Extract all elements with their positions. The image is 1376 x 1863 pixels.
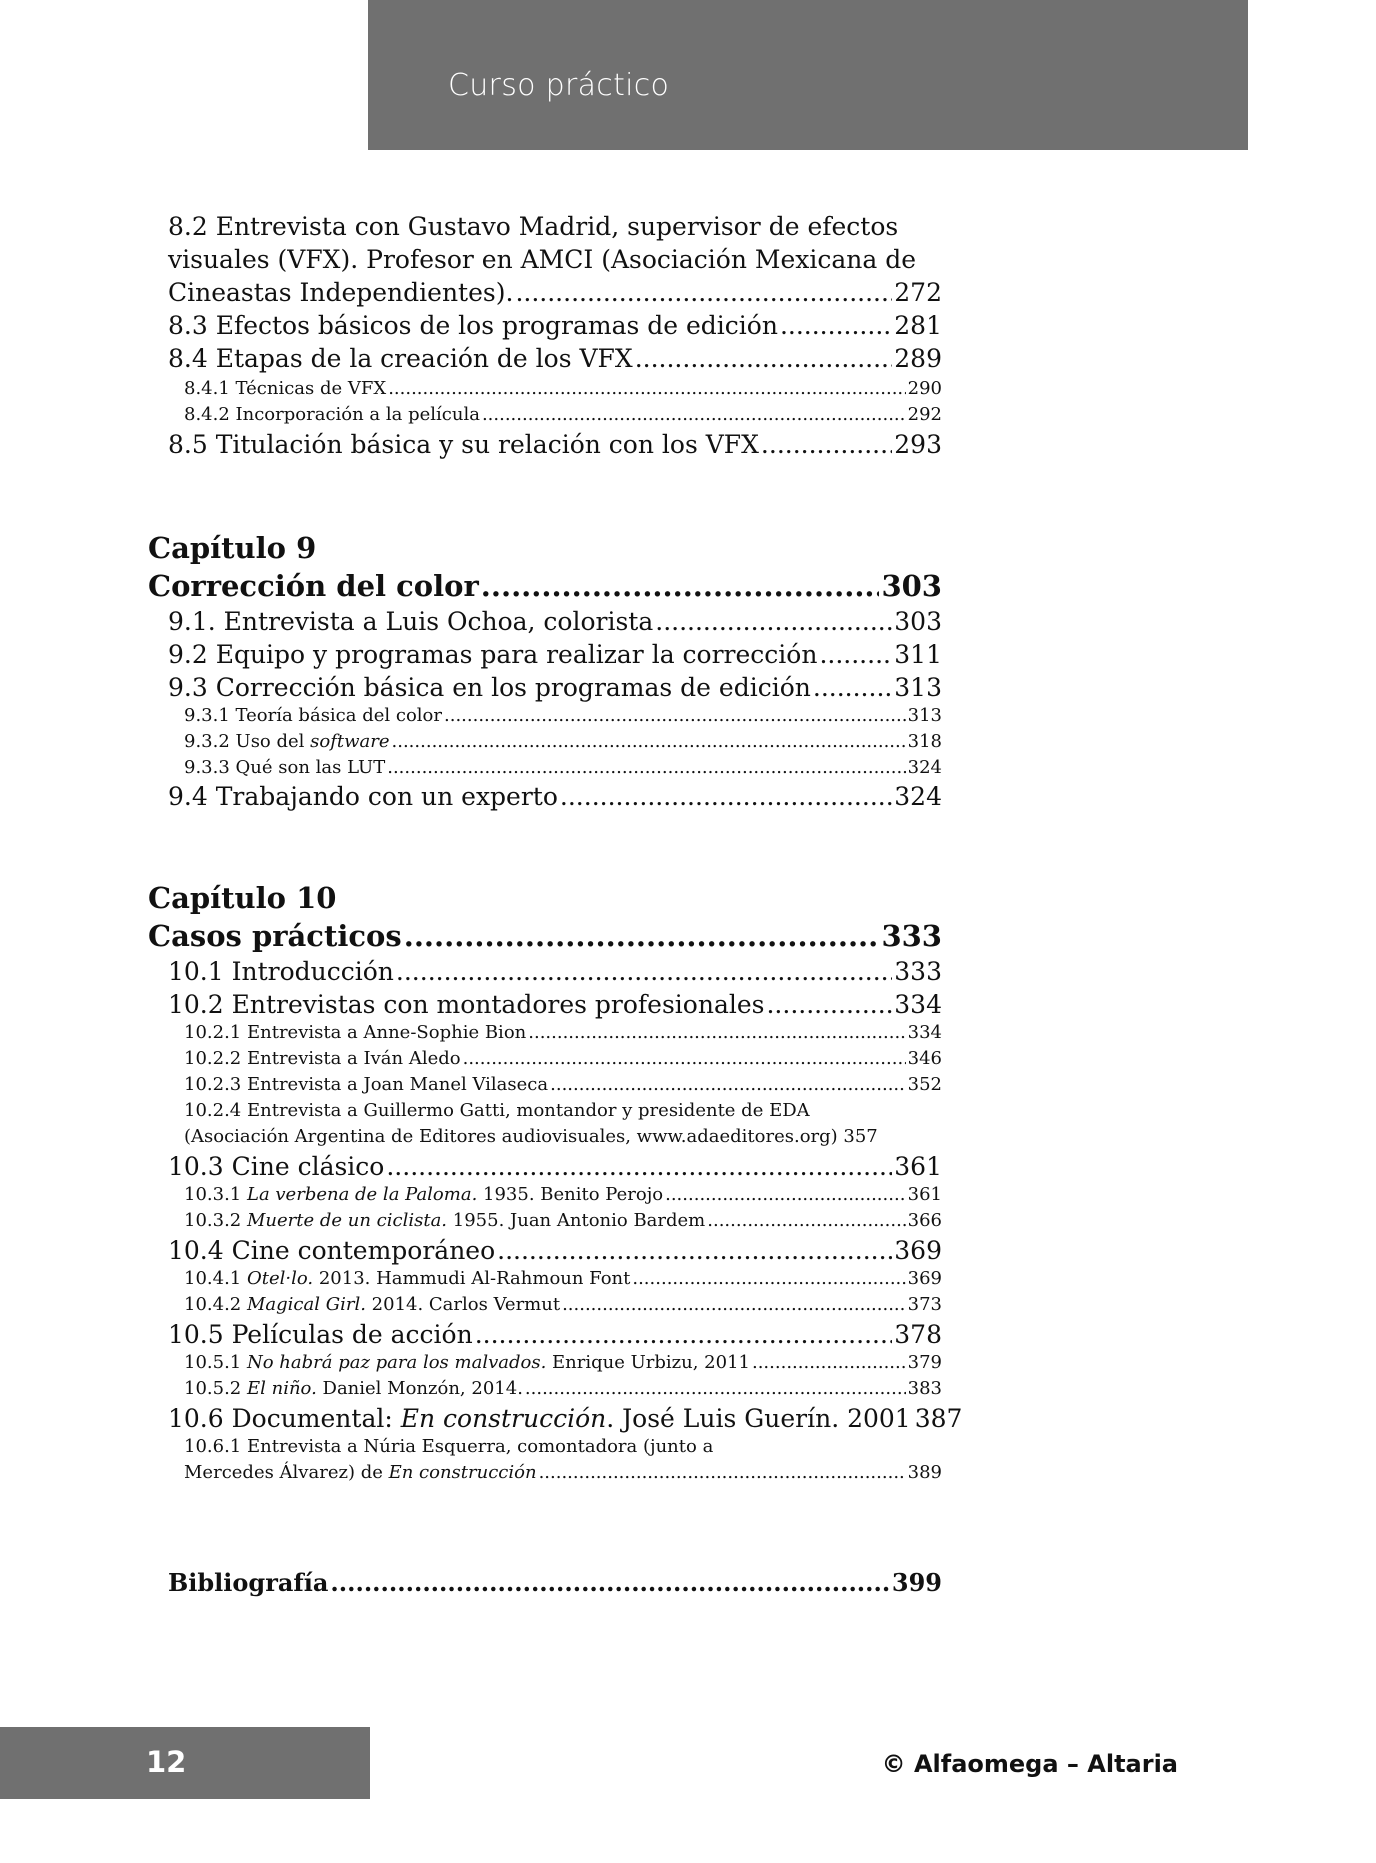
toc-entry-9-3[interactable] — [168, 673, 942, 702]
toc-entry-10-4[interactable] — [168, 1236, 942, 1265]
toc-label: 8.4 Etapas de la creación de los VFX — [168, 344, 633, 373]
running-header-title: Curso práctico — [448, 68, 670, 103]
toc-label — [184, 1210, 705, 1231]
chapter-10-heading: Capítulo 10 — [148, 881, 337, 915]
toc-entry-9-3-3[interactable] — [184, 757, 942, 778]
toc-label — [184, 731, 390, 752]
toc-page: 290 — [907, 378, 942, 399]
toc-entry-10-4-1[interactable] — [184, 1268, 942, 1289]
toc-page: 399 — [891, 1568, 942, 1597]
toc-label-italic: El niño. — [246, 1378, 317, 1399]
toc-page: 361 — [894, 1152, 942, 1181]
toc-entry-9-2[interactable] — [168, 640, 942, 669]
toc-entry-10-6-1-line1[interactable]: 10.6.1 Entrevista a Núria Esquerra, comontadora (junto a — [184, 1436, 714, 1457]
toc-page: 369 — [894, 1236, 942, 1265]
toc-label-italic: Otel·lo. — [246, 1268, 314, 1289]
leader-dots — [386, 1152, 892, 1181]
toc-page: 333 — [894, 957, 942, 986]
leader-dots — [444, 705, 906, 726]
toc-page: 361 — [907, 1184, 942, 1205]
toc-label — [168, 1404, 911, 1433]
leader-dots — [387, 757, 905, 778]
toc-page: 318 — [907, 731, 942, 752]
toc-label-italic: No habrá paz para los malvados. — [246, 1352, 547, 1373]
toc-entry-8-4-2[interactable] — [184, 404, 942, 425]
toc-label: 8.5 Titulación básica y su relación con los VFX — [168, 430, 759, 459]
toc-label-num: 10.4.2 — [184, 1294, 247, 1315]
toc-label-num: 10.3.2 — [184, 1210, 247, 1231]
toc-label-rest: Daniel Monzón, 2014. — [316, 1378, 523, 1399]
toc-label — [184, 1184, 663, 1205]
toc-label — [184, 1462, 537, 1483]
toc-page: 272 — [894, 278, 942, 307]
toc-entry-9-3-2[interactable] — [184, 731, 942, 752]
toc-page: 387 — [914, 1404, 963, 1433]
toc-page: 373 — [907, 1294, 942, 1315]
toc-page: 313 — [894, 673, 942, 702]
toc-label-num: 10.3.1 — [184, 1184, 247, 1205]
toc-label-italic: La verbena de la Paloma. — [246, 1184, 478, 1205]
leader-dots — [632, 1268, 905, 1289]
toc-label-rest: Enrique Urbizu, 2011 — [546, 1352, 750, 1373]
toc-label: 9.3 Corrección básica en los programas de edición — [168, 673, 811, 702]
toc-label — [184, 1294, 560, 1315]
toc-label: Corrección del color — [148, 569, 479, 603]
toc-entry-10-1[interactable] — [168, 957, 942, 986]
toc-label-italic: software — [310, 731, 390, 752]
leader-dots — [761, 430, 892, 459]
toc-page: 389 — [907, 1462, 942, 1483]
toc-page: 281 — [894, 311, 942, 340]
leader-dots — [560, 782, 892, 811]
toc-page: 346 — [907, 1048, 942, 1069]
toc-entry-10-4-2[interactable] — [184, 1294, 942, 1315]
toc-page: 289 — [894, 344, 942, 373]
toc-page: 292 — [907, 404, 942, 425]
toc-label: 10.4 Cine contemporáneo — [168, 1236, 496, 1265]
toc-label: 10.2.2 Entrevista a Iván Aledo — [184, 1048, 461, 1069]
toc-label — [184, 1378, 523, 1399]
toc-label-num: 10.4.1 — [184, 1268, 247, 1289]
chapter-9-heading: Capítulo 9 — [148, 531, 317, 565]
leader-dots — [497, 1236, 892, 1265]
leader-dots — [539, 1462, 906, 1483]
chapter-9-title[interactable] — [148, 569, 942, 603]
toc-entry-8-4[interactable] — [168, 344, 942, 373]
leader-dots — [463, 1048, 906, 1069]
toc-label: Cineastas Independientes). — [168, 278, 514, 307]
toc-label-text: Mercedes Álvarez) de — [184, 1462, 389, 1483]
leader-dots — [562, 1294, 906, 1315]
toc-label: 9.3.3 Qué son las LUT — [184, 757, 386, 778]
toc-label — [184, 1268, 630, 1289]
chapter-10-title[interactable] — [148, 919, 942, 953]
leader-dots — [635, 344, 893, 373]
toc-page: 324 — [907, 757, 942, 778]
toc-label-rest: 2014. Carlos Vermut — [365, 1294, 561, 1315]
toc-entry-10-2[interactable] — [168, 990, 942, 1019]
toc-label: 9.3.1 Teoría básica del color — [184, 705, 442, 726]
toc-label: 10.2.3 Entrevista a Joan Manel Vilaseca — [184, 1074, 549, 1095]
toc-entry-10-6-1[interactable] — [184, 1462, 942, 1483]
leader-dots — [655, 607, 892, 636]
leader-dots — [550, 1074, 906, 1095]
toc-label: 8.3 Efectos básicos de los programas de edición — [168, 311, 778, 340]
toc-entry-9-4[interactable] — [168, 782, 942, 811]
toc-label-italic: Magical Girl. — [246, 1294, 366, 1315]
leader-dots — [528, 1022, 905, 1043]
page-number: 12 — [146, 1745, 187, 1779]
leader-dots — [525, 1378, 906, 1399]
toc-label: Bibliografía — [168, 1568, 329, 1597]
leader-dots — [813, 673, 892, 702]
toc-entry-8-2[interactable] — [168, 278, 942, 307]
toc-page: 366 — [907, 1210, 942, 1231]
toc-label-num: 10.6 Documental: — [168, 1404, 401, 1433]
toc-page: 333 — [881, 919, 942, 953]
leader-dots — [330, 1568, 889, 1597]
toc-page: 379 — [907, 1352, 942, 1373]
toc-entry-10-6[interactable] — [168, 1404, 963, 1433]
toc-label-rest: 1955. Juan Antonio Bardem — [447, 1210, 706, 1231]
toc-label-num: 10.5.2 — [184, 1378, 247, 1399]
toc-page: 334 — [894, 990, 942, 1019]
toc-entry-10-3-1[interactable] — [184, 1184, 942, 1205]
toc-label: 9.4 Trabajando con un experto — [168, 782, 558, 811]
leader-dots — [396, 957, 892, 986]
leader-dots — [481, 569, 880, 603]
toc-page: 303 — [881, 569, 942, 603]
toc-entry-10-3[interactable] — [168, 1152, 942, 1181]
leader-dots — [780, 311, 892, 340]
toc-label: 9.2 Equipo y programas para realizar la corrección — [168, 640, 818, 669]
toc-entry-9-3-1[interactable] — [184, 705, 942, 726]
toc-page: 334 — [907, 1022, 942, 1043]
leader-dots — [819, 640, 892, 669]
toc-label-rest: . José Luis Guerín. 2001 — [606, 1404, 911, 1433]
toc-label: 9.1. Entrevista a Luis Ochoa, colorista — [168, 607, 654, 636]
toc-page: 383 — [907, 1378, 942, 1399]
toc-entry-8-3[interactable] — [168, 311, 942, 340]
toc-entry-8-4-1[interactable] — [184, 378, 942, 399]
toc-label-italic: En construcción — [388, 1462, 537, 1483]
toc-page: 293 — [894, 430, 942, 459]
toc-label: 10.1 Introducción — [168, 957, 394, 986]
toc-label: Casos prácticos — [148, 919, 402, 953]
toc-page: 303 — [894, 607, 942, 636]
toc-label: 8.4.1 Técnicas de VFX — [184, 378, 387, 399]
toc-label-rest: 1935. Benito Perojo — [477, 1184, 664, 1205]
leader-dots — [482, 404, 906, 425]
toc-label-num: 10.5.1 — [184, 1352, 247, 1373]
leader-dots — [392, 731, 906, 752]
toc-entry-10-2-4-line1[interactable]: 10.2.4 Entrevista a Guillermo Gatti, montandor y presidente de EDA — [184, 1100, 810, 1121]
toc-page: 352 — [907, 1074, 942, 1095]
toc-entry-9-1[interactable] — [168, 607, 942, 636]
toc-label: 10.2 Entrevistas con montadores profesionales — [168, 990, 765, 1019]
toc-page: 369 — [907, 1268, 942, 1289]
leader-dots — [707, 1210, 905, 1231]
leader-dots — [665, 1184, 906, 1205]
leader-dots — [388, 378, 905, 399]
toc-entry-10-3-2[interactable] — [184, 1210, 942, 1231]
toc-entry-10-5[interactable] — [168, 1320, 942, 1349]
toc-label: 10.3 Cine clásico — [168, 1152, 385, 1181]
toc-entry-bibliografia[interactable] — [168, 1568, 942, 1597]
toc-entry-8-2-line1: 8.2 Entrevista con Gustavo Madrid, supervisor de efectos — [168, 212, 899, 241]
toc-page: 378 — [894, 1320, 942, 1349]
toc-entry-10-2-1[interactable] — [184, 1022, 942, 1043]
toc-entry-10-5-2[interactable] — [184, 1378, 942, 1399]
toc-page: 324 — [894, 782, 942, 811]
toc-label: 8.4.2 Incorporación a la película — [184, 404, 480, 425]
toc-label-rest: 2013. Hammudi Al-Rahmoun Font — [313, 1268, 631, 1289]
toc-label: 10.5 Películas de acción — [168, 1320, 473, 1349]
toc-label: 10.2.1 Entrevista a Anne-Sophie Bion — [184, 1022, 527, 1043]
toc-label-text: 9.3.2 Uso del — [184, 731, 311, 752]
leader-dots — [404, 919, 880, 953]
toc-entry-10-2-2[interactable] — [184, 1048, 942, 1069]
toc-entry-8-5[interactable] — [168, 430, 942, 459]
leader-dots — [475, 1320, 893, 1349]
toc-entry-10-2-3[interactable] — [184, 1074, 942, 1095]
leader-dots — [766, 990, 892, 1019]
leader-dots — [752, 1352, 906, 1373]
toc-page: 313 — [907, 705, 942, 726]
toc-label — [184, 1352, 750, 1373]
toc-label-italic: En construcción — [400, 1404, 607, 1433]
toc-entry-10-5-1[interactable] — [184, 1352, 942, 1373]
publisher-credit: © Alfaomega – Altaria — [881, 1750, 1178, 1778]
toc-label-italic: Muerte de un ciclista. — [246, 1210, 448, 1231]
toc-entry-8-2-line2: visuales (VFX). Profesor en AMCI (Asociación Mexicana de — [168, 245, 917, 274]
toc-entry-10-2-4-line2[interactable]: (Asociación Argentina de Editores audiovisuales, www.adaeditores.org) 357 — [184, 1126, 878, 1147]
toc-page: 311 — [894, 640, 942, 669]
leader-dots — [515, 278, 892, 307]
